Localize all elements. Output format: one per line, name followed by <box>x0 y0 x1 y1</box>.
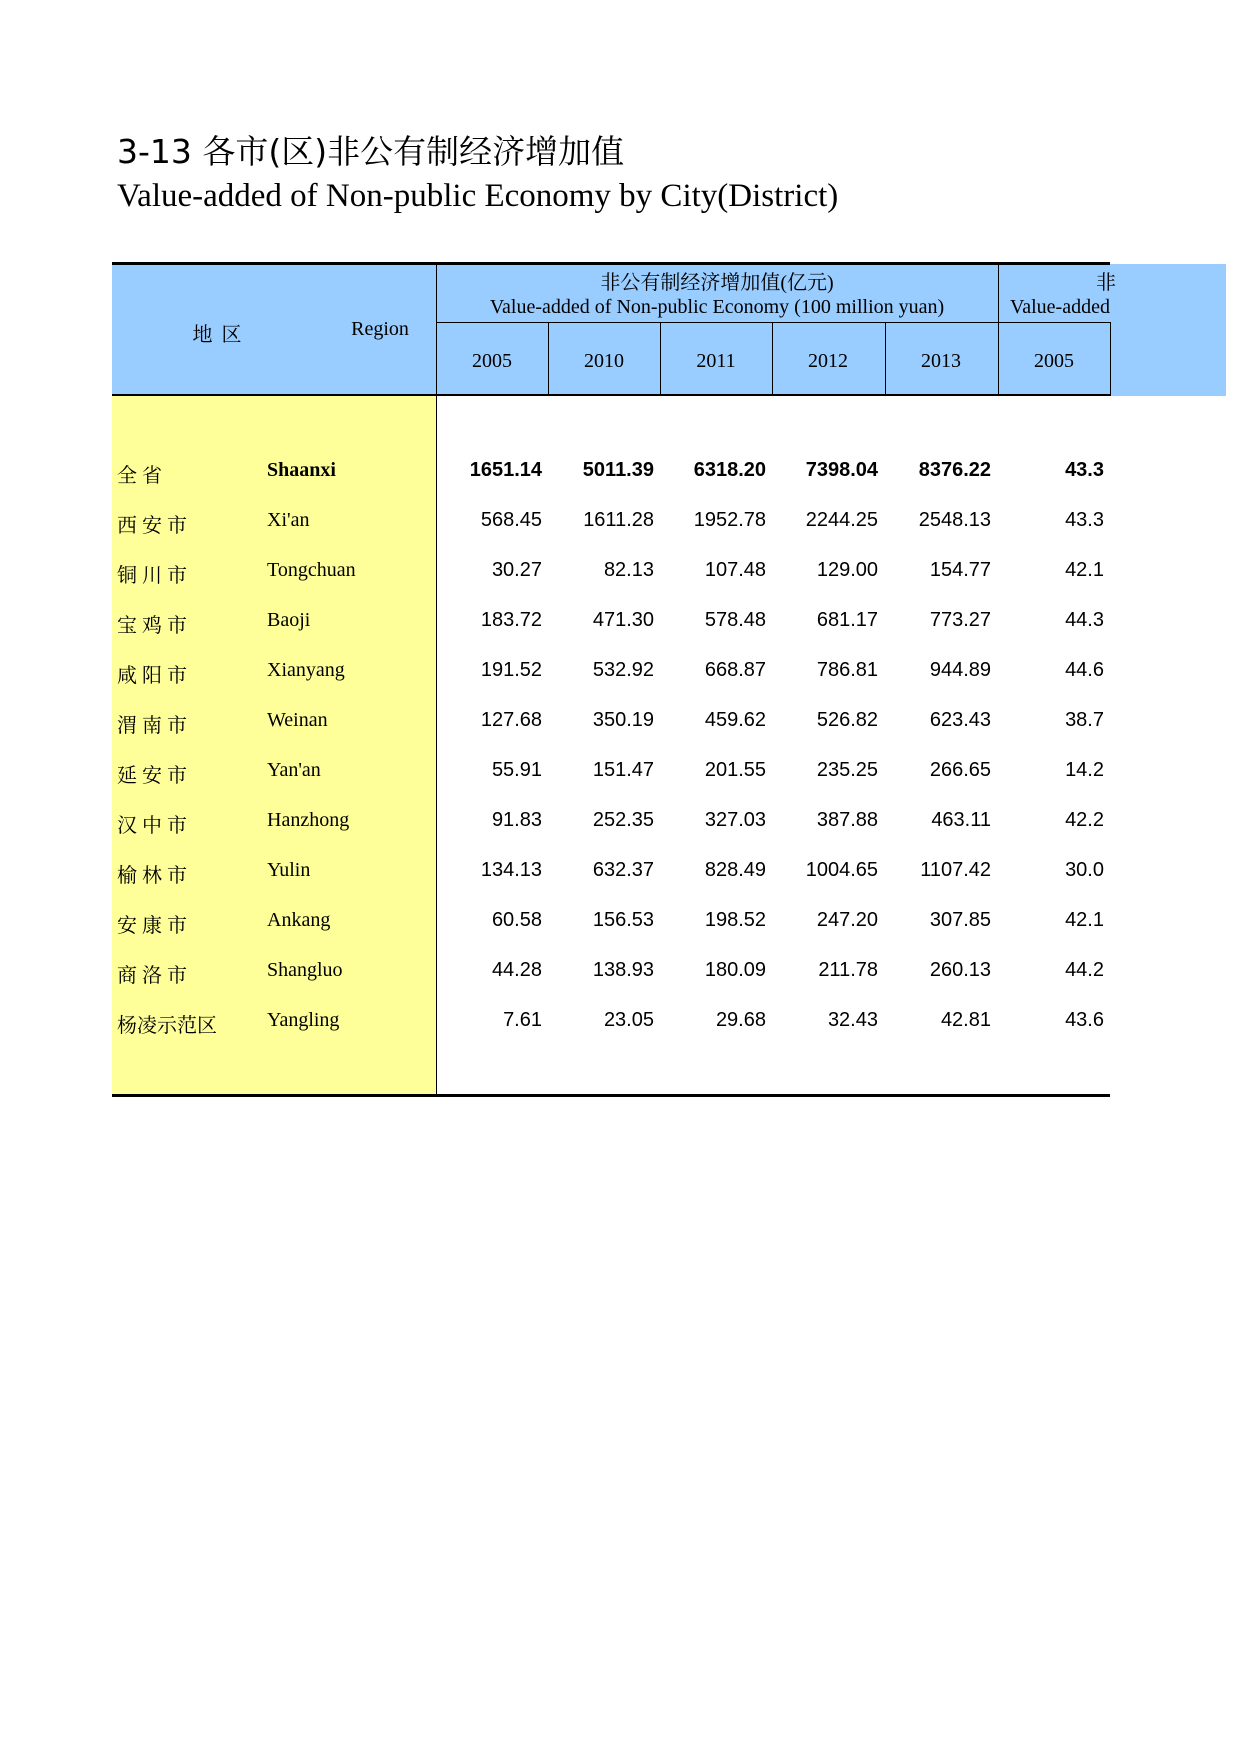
value-cell: 127.68 <box>480 709 542 731</box>
value-cell: 2244.25 <box>805 509 878 531</box>
data-table <box>112 262 1240 1098</box>
value-cell: 828.49 <box>704 859 766 881</box>
region-cn: 杨凌示范区 <box>117 1015 217 1037</box>
value-cell: 30.27 <box>491 559 542 581</box>
value-cell: 29.68 <box>715 1009 766 1031</box>
group-header-rule <box>436 322 1110 323</box>
header-right-edge <box>1110 322 1111 396</box>
region-cn: 汉 中 市 <box>117 815 187 837</box>
value-cell: 632.37 <box>592 859 654 881</box>
value-cell: 668.87 <box>704 659 766 681</box>
value-cell: 151.47 <box>592 759 654 781</box>
region-en: Hanzhong <box>267 809 350 831</box>
value-cell: 266.65 <box>929 759 991 781</box>
value-cell: 7.61 <box>503 1009 542 1031</box>
value-cell: 32.43 <box>827 1009 878 1031</box>
value-cell: 82.13 <box>603 559 654 581</box>
value-cell: 23.05 <box>603 1009 654 1031</box>
value-cell: 350.19 <box>592 709 654 731</box>
region-en: Shaanxi <box>267 459 336 481</box>
region-en: Yan'an <box>267 759 321 781</box>
header-year: 2010 <box>584 350 624 372</box>
region-en: Yangling <box>267 1009 340 1031</box>
header-year: 2005 <box>1034 350 1074 372</box>
value-cell: 183.72 <box>480 609 542 631</box>
table-row <box>112 909 1110 945</box>
table-row <box>112 959 1110 995</box>
region-cn: 铜 川 市 <box>117 565 187 587</box>
value-cell: 459.62 <box>704 709 766 731</box>
value-cell: 247.20 <box>816 909 878 931</box>
header-group-en: Value-added of Non-public Economy (100 million yuan) <box>489 296 945 318</box>
page-title-en: Value-added of Non-public Economy by City(District) <box>117 178 839 214</box>
region-cn: 延 安 市 <box>117 765 187 787</box>
table-row <box>112 609 1110 645</box>
value-cell: 8376.22 <box>918 459 991 481</box>
table-row <box>112 709 1110 745</box>
value-cell: 44.6 <box>1065 659 1104 681</box>
value-cell: 260.13 <box>929 959 991 981</box>
value-cell: 1611.28 <box>583 509 654 531</box>
table-row <box>112 659 1110 695</box>
value-cell: 134.13 <box>480 859 542 881</box>
region-cn: 榆 林 市 <box>117 865 187 887</box>
value-cell: 2548.13 <box>918 509 991 531</box>
header-year: 2013 <box>921 350 961 372</box>
region-cn: 渭 南 市 <box>117 715 187 737</box>
region-cn: 西 安 市 <box>117 515 187 537</box>
value-cell: 681.17 <box>816 609 878 631</box>
table-row <box>112 559 1110 595</box>
table-row <box>112 509 1110 545</box>
value-cell: 42.1 <box>1065 909 1104 931</box>
value-cell: 107.48 <box>704 559 766 581</box>
value-cell: 387.88 <box>816 809 878 831</box>
value-cell: 138.93 <box>592 959 654 981</box>
value-cell: 211.78 <box>818 959 878 981</box>
region-en: Tongchuan <box>267 559 356 581</box>
value-cell: 1952.78 <box>693 509 766 531</box>
table-row <box>112 1009 1110 1045</box>
header-year: 2011 <box>696 350 736 372</box>
table-top-rule <box>112 262 1110 265</box>
value-cell: 154.77 <box>929 559 991 581</box>
table-row <box>112 809 1110 845</box>
value-cell: 198.52 <box>704 909 766 931</box>
value-cell: 191.52 <box>480 659 542 681</box>
value-cell: 235.25 <box>816 759 878 781</box>
table-row <box>112 859 1110 895</box>
table-row <box>112 759 1110 795</box>
value-cell: 7398.04 <box>805 459 878 481</box>
value-cell: 463.11 <box>931 809 991 831</box>
value-cell: 91.83 <box>491 809 542 831</box>
page-title-cn: 3-13 各市(区)非公有制经济增加值 <box>117 132 625 171</box>
region-cn: 全 省 <box>117 465 162 487</box>
value-cell: 568.45 <box>480 509 542 531</box>
header-group2-cn: 非 <box>1096 272 1116 294</box>
value-cell: 578.48 <box>704 609 766 631</box>
value-cell: 252.35 <box>592 809 654 831</box>
region-en: Yulin <box>267 859 311 881</box>
header-bottom-rule <box>112 394 1110 396</box>
value-cell: 1107.42 <box>920 859 991 881</box>
header-band-extension <box>1110 264 1226 396</box>
region-en: Shangluo <box>267 959 343 981</box>
value-cell: 42.1 <box>1065 559 1104 581</box>
value-cell: 471.30 <box>592 609 654 631</box>
header-region-en: Region <box>351 318 409 340</box>
region-cn: 安 康 市 <box>117 915 187 937</box>
region-en: Xi'an <box>267 509 310 531</box>
value-cell: 44.2 <box>1065 959 1104 981</box>
value-cell: 180.09 <box>704 959 766 981</box>
value-cell: 623.43 <box>929 709 991 731</box>
value-cell: 43.6 <box>1065 1009 1104 1031</box>
table-bottom-rule <box>112 1094 1110 1097</box>
value-cell: 773.27 <box>929 609 991 631</box>
header-year: 2012 <box>808 350 848 372</box>
region-en: Baoji <box>267 609 311 631</box>
region-cn: 咸 阳 市 <box>117 665 187 687</box>
region-en: Weinan <box>267 709 328 731</box>
value-cell: 30.0 <box>1065 859 1104 881</box>
region-en: Xianyang <box>267 659 345 681</box>
header-group-cn: 非公有制经济增加值(亿元) <box>600 272 834 294</box>
value-cell: 55.91 <box>491 759 542 781</box>
value-cell: 327.03 <box>704 809 766 831</box>
value-cell: 156.53 <box>592 909 654 931</box>
value-cell: 44.28 <box>491 959 542 981</box>
header-region-cn: 地 区 <box>192 324 244 346</box>
value-cell: 6318.20 <box>693 459 766 481</box>
header-year: 2005 <box>472 350 512 372</box>
value-cell: 44.3 <box>1065 609 1104 631</box>
value-cell: 129.00 <box>816 559 878 581</box>
value-cell: 1004.65 <box>805 859 878 881</box>
value-cell: 944.89 <box>929 659 991 681</box>
table-row-total <box>112 459 1110 495</box>
value-cell: 14.2 <box>1065 759 1104 781</box>
value-cell: 307.85 <box>929 909 991 931</box>
region-en: Ankang <box>267 909 331 931</box>
value-cell: 38.7 <box>1065 709 1104 731</box>
region-cn: 宝 鸡 市 <box>117 615 187 637</box>
value-cell: 786.81 <box>816 659 878 681</box>
header-group2-en: Value-added <box>1010 296 1110 318</box>
value-cell: 42.2 <box>1065 809 1104 831</box>
value-cell: 526.82 <box>816 709 878 731</box>
value-cell: 60.58 <box>491 909 542 931</box>
value-cell: 1651.14 <box>469 459 542 481</box>
value-cell: 43.3 <box>1065 459 1104 481</box>
value-cell: 5011.39 <box>582 459 654 481</box>
value-cell: 43.3 <box>1065 509 1104 531</box>
value-cell: 42.81 <box>940 1009 991 1031</box>
value-cell: 201.55 <box>704 759 766 781</box>
region-cn: 商 洛 市 <box>117 965 187 987</box>
value-cell: 532.92 <box>592 659 654 681</box>
